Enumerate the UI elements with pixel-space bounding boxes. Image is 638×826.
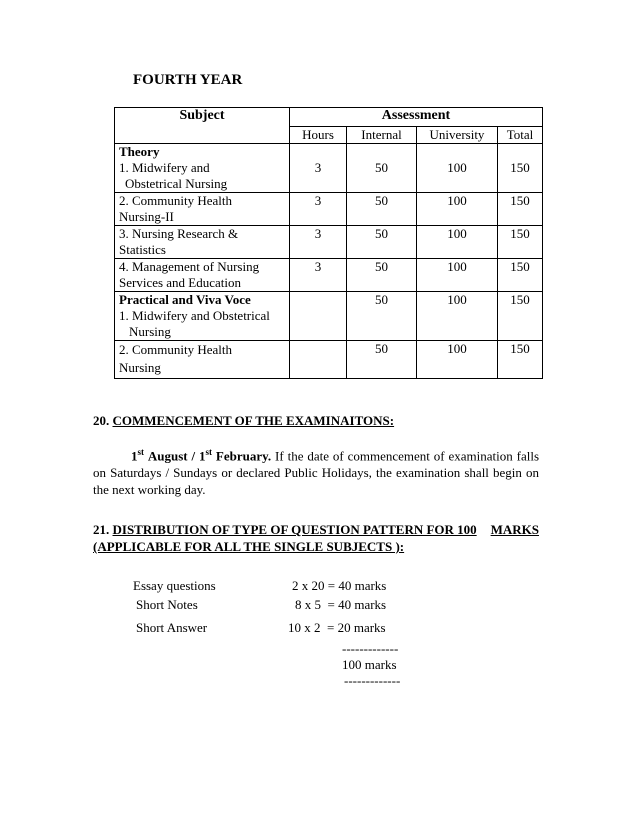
date-month-1: August / 1: [147, 448, 206, 464]
subject-cell: [115, 292, 290, 341]
assessment-table: [114, 107, 543, 379]
total-cell: 150: [498, 259, 543, 292]
question-label: Essay questions: [133, 578, 216, 593]
university-cell: 100: [417, 341, 498, 379]
section-21-subheading: [93, 539, 404, 555]
subject-cell: [115, 341, 290, 379]
hours-cell: 3: [290, 193, 347, 226]
subject-line2: Nursing: [129, 324, 171, 339]
subject-line1: 2. Community Health: [119, 342, 233, 357]
university-cell: 100: [417, 144, 498, 193]
internal-cell: 50: [347, 144, 417, 193]
table-row: [115, 193, 543, 226]
total-cell: 150: [498, 292, 543, 341]
date-2-sup: st: [205, 447, 213, 457]
hours-cell: 3: [290, 144, 347, 193]
section-20-heading: [93, 413, 394, 429]
total-cell: 150: [498, 226, 543, 259]
subject-cell: [115, 144, 290, 193]
subheader-university: University: [417, 127, 498, 144]
subject-line1: 2. Community Health: [119, 193, 233, 208]
total-cell: 150: [498, 144, 543, 193]
subject-cell: [115, 259, 290, 292]
practical-label: Practical and Viva Voce: [119, 292, 251, 307]
table-header-row: [115, 108, 543, 127]
question-value: 10 x 2 = 20 marks: [288, 620, 386, 635]
subject-line2: Nursing: [119, 360, 161, 375]
hours-cell: [290, 292, 347, 341]
subject-line1: 4. Management of Nursing: [119, 259, 260, 274]
subject-line1: 1. Midwifery and Obstetrical: [119, 308, 270, 323]
subject-line1: 1. Midwifery and: [119, 160, 210, 175]
subheader-internal: Internal: [347, 127, 417, 144]
theory-label: Theory: [119, 144, 160, 159]
subject-line2: Obstetrical Nursing: [125, 176, 228, 191]
section-21-title-line2: (APPLICABLE FOR ALL THE SINGLE SUBJECTS ):: [93, 539, 405, 554]
divider-dashes-top: -------------: [342, 641, 399, 656]
table-row: [115, 226, 543, 259]
subject-cell: [115, 193, 290, 226]
total-cell: 150: [498, 341, 543, 379]
internal-cell: 50: [347, 292, 417, 341]
date-1: 1: [131, 448, 138, 464]
total-cell: 150: [498, 193, 543, 226]
question-value: 8 x 5 = 40 marks: [295, 597, 387, 612]
date-1-sup: st: [137, 447, 144, 457]
hours-cell: [290, 341, 347, 379]
subject-line2: Statistics: [119, 242, 166, 257]
date-month-2: February.: [215, 448, 272, 464]
internal-cell: 50: [347, 341, 417, 379]
subheader-hours: Hours: [290, 127, 347, 144]
question-label: Short Answer: [136, 620, 208, 635]
divider-dashes-bottom: -------------: [344, 673, 401, 688]
hours-cell: 3: [290, 226, 347, 259]
section-21-number: 21.: [93, 522, 110, 537]
section-20-paragraph: [93, 444, 539, 498]
table-row: [115, 259, 543, 292]
subject-line2: Services and Education: [119, 275, 242, 290]
table-row: [115, 144, 543, 193]
section-21-title-marks: MARKS: [490, 522, 539, 537]
university-cell: 100: [417, 259, 498, 292]
internal-cell: 50: [347, 226, 417, 259]
page-heading: FOURTH YEAR: [133, 72, 243, 88]
subheader-total: Total: [498, 127, 543, 144]
section-20-number: 20.: [93, 413, 110, 428]
internal-cell: 50: [347, 193, 417, 226]
section-21-heading: [93, 522, 539, 538]
table-row: [115, 292, 543, 341]
subject-line2: Nursing-II: [119, 209, 174, 224]
university-cell: 100: [417, 292, 498, 341]
subject-line1: 3. Nursing Research &: [119, 226, 239, 241]
table-row: [115, 341, 543, 379]
section-20-body: If the date of commencement of examination falls on Saturdays / Sundays or declared Public Holidays, the examination shall begin on the next working day.: [93, 448, 540, 498]
question-value: 2 x 20 = 40 marks: [292, 578, 387, 593]
internal-cell: 50: [347, 259, 417, 292]
total-marks: 100 marks: [342, 657, 397, 672]
header-subject: Subject: [115, 108, 290, 144]
section-21-title-line1: DISTRIBUTION OF TYPE OF QUESTION PATTERN FOR 100: [112, 522, 477, 537]
section-20-title: COMMENCEMENT OF THE EXAMINAITONS:: [112, 413, 395, 428]
header-assessment: Assessment: [290, 108, 543, 127]
subject-cell: [115, 226, 290, 259]
university-cell: 100: [417, 193, 498, 226]
hours-cell: 3: [290, 259, 347, 292]
university-cell: 100: [417, 226, 498, 259]
question-label: Short Notes: [136, 597, 198, 612]
